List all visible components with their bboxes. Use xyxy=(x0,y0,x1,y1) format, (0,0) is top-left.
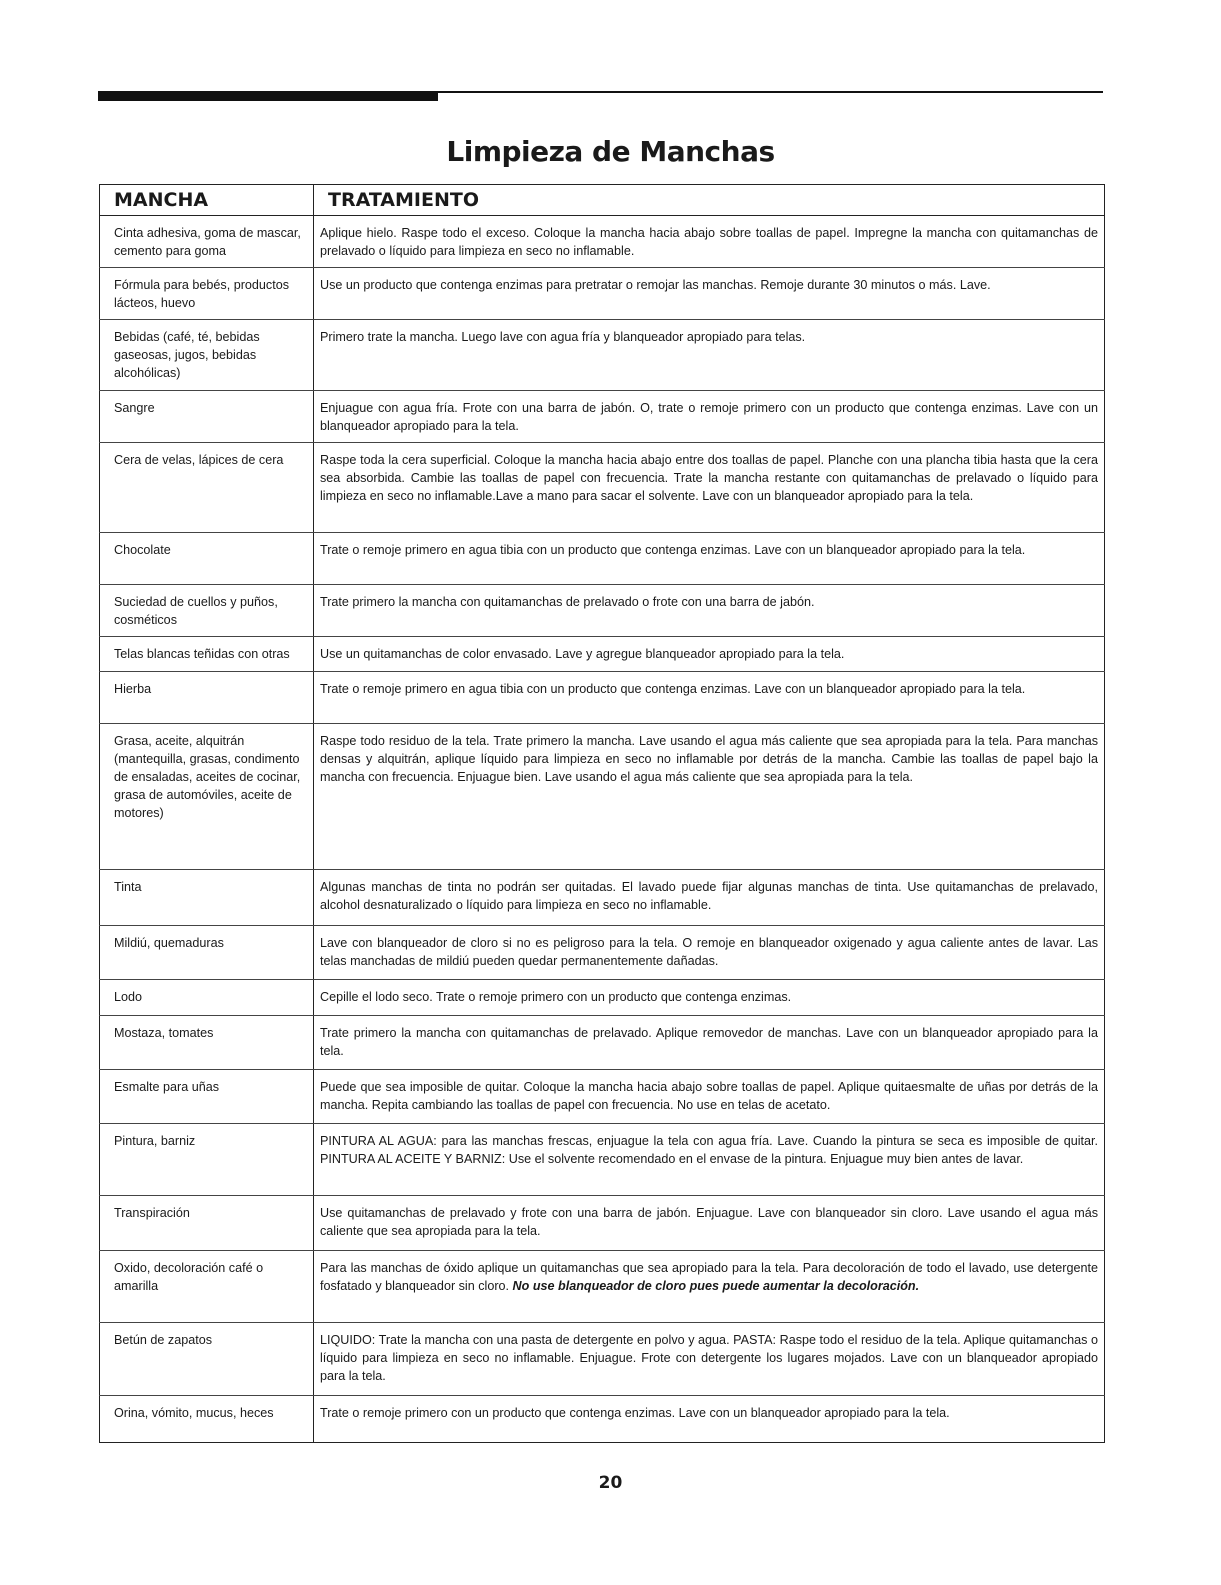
treatment-cell: Trate o remoje primero en agua tibia con un producto que contenga enzimas. Lave con un blanqueador apropiado para la tela. xyxy=(314,533,1105,585)
header-stain: MANCHA xyxy=(100,185,314,216)
stain-cell: Lodo xyxy=(100,980,314,1016)
treatment-cell: PINTURA AL AGUA: para las manchas frescas, enjuague la tela con agua fría. Lave. Cuando la pintura se seca es imposible de quitar. PINTURA AL ACEITE Y BARNIZ: Use el solvente recomendado en el envase de la pintura. Enjuague muy bien antes de lavar. xyxy=(314,1124,1105,1196)
stain-cell: Cinta adhesiva, goma de mascar, cemento para goma xyxy=(100,216,314,268)
table-row xyxy=(100,637,1105,672)
treatment-cell: Lave con blanqueador de cloro si no es peligroso para la tela. O remoje en blanqueador oxigenado y agua caliente antes de lavar. Las telas manchadas de mildiú pueden quedar permanentemente dañadas. xyxy=(314,926,1105,980)
treatment-cell xyxy=(314,1251,1105,1323)
stain-cell: Fórmula para bebés, productos lácteos, huevo xyxy=(100,268,314,320)
stain-cell: Pintura, barniz xyxy=(100,1124,314,1196)
table-row xyxy=(100,980,1105,1016)
treatment-cell: Use un producto que contenga enzimas para pretratar o remojar las manchas. Remoje durante 30 minutos o más. Lave. xyxy=(314,268,1105,320)
table-row xyxy=(100,391,1105,443)
treatment-cell: Raspe todo residuo de la tela. Trate primero la mancha. Lave usando el agua más caliente que sea apropiada para la tela. Para manchas densas y alquitrán, aplique líquido para limpieza en seco no inflamable por detrás de la mancha. Cambie las toallas de papel bajo la mancha con frecuencia. Enjuague bien. Lave usando el agua más caliente que sea apropiada para la tela. xyxy=(314,724,1105,870)
stain-cell: Oxido, decoloración café o amarilla xyxy=(100,1251,314,1323)
treatment-cell: Primero trate la mancha. Luego lave con agua fría y blanqueador apropiado para telas. xyxy=(314,320,1105,391)
stain-cell: Esmalte para uñas xyxy=(100,1070,314,1124)
table-row xyxy=(100,1070,1105,1124)
table-row xyxy=(100,443,1105,533)
table-row xyxy=(100,1251,1105,1323)
page-number: 20 xyxy=(598,1473,623,1493)
stain-cell: Hierba xyxy=(100,672,314,724)
treatment-cell: Trate o remoje primero con un producto que contenga enzimas. Lave con un blanqueador apropiado para la tela. xyxy=(314,1396,1105,1443)
stain-cell: Betún de zapatos xyxy=(100,1323,314,1396)
table-row xyxy=(100,533,1105,585)
treatment-cell: LIQUIDO: Trate la mancha con una pasta de detergente en polvo y agua. PASTA: Raspe todo el residuo de la tela. Aplique quitamanchas o líquido para limpieza en seco no inflamable. Enjuague. Frote con detergente los lugares mojados. Lave con un blanqueador apropiado para la tela. xyxy=(314,1323,1105,1396)
table-row xyxy=(100,320,1105,391)
table-header-row xyxy=(100,185,1105,216)
stain-cell: Telas blancas teñidas con otras xyxy=(100,637,314,672)
stain-cell: Sangre xyxy=(100,391,314,443)
table-row xyxy=(100,724,1105,870)
treatment-cell: Algunas manchas de tinta no podrán ser quitadas. El lavado puede fijar algunas manchas de tinta. Use quitamanchas de prelavado, alcohol desnaturalizado o líquido para limpieza en seco no inflamable. xyxy=(314,870,1105,926)
stain-cell: Suciedad de cuellos y puños, cosméticos xyxy=(100,585,314,637)
treatment-cell: Use quitamanchas de prelavado y frote con una barra de jabón. Enjuague. Lave con blanqueador sin cloro. Lave usando el agua más caliente que sea apropiada para la tela. xyxy=(314,1196,1105,1251)
stain-cell: Mildiú, quemaduras xyxy=(100,926,314,980)
table-row xyxy=(100,585,1105,637)
header-treatment: TRATAMIENTO xyxy=(314,185,1105,216)
treatment-cell: Enjuague con agua fría. Frote con una barra de jabón. O, trate o remoje primero con un producto que contenga enzimas. Lave con un blanqueador apropiado para la tela. xyxy=(314,391,1105,443)
treatment-cell: Puede que sea imposible de quitar. Coloque la mancha hacia abajo sobre toallas de papel. Aplique quitaesmalte de uñas por detrás de la mancha. Repita cambiando las toallas de papel con frecuencia. No use en telas de acetato. xyxy=(314,1070,1105,1124)
top-rule-thick xyxy=(98,91,438,101)
warning-text: No use blanqueador de cloro pues puede aumentar la decoloración. xyxy=(512,1279,920,1293)
treatment-cell: Trate primero la mancha con quitamanchas de prelavado. Aplique removedor de manchas. Lave con un blanqueador apropiado para la tela. xyxy=(314,1016,1105,1070)
table-row xyxy=(100,1396,1105,1443)
treatment-cell: Aplique hielo. Raspe todo el exceso. Coloque la mancha hacia abajo sobre toallas de papel. Impregne la mancha con quitamanchas de prelavado o líquido para limpieza en seco no inflamable. xyxy=(314,216,1105,268)
stain-cell: Transpiración xyxy=(100,1196,314,1251)
table-row xyxy=(100,268,1105,320)
stain-cell: Tinta xyxy=(100,870,314,926)
treatment-cell: Cepille el lodo seco. Trate o remoje primero con un producto que contenga enzimas. xyxy=(314,980,1105,1016)
table-row xyxy=(100,216,1105,268)
treatment-cell: Trate o remoje primero en agua tibia con un producto que contenga enzimas. Lave con un blanqueador apropiado para la tela. xyxy=(314,672,1105,724)
table-row xyxy=(100,1016,1105,1070)
treatment-cell: Trate primero la mancha con quitamanchas de prelavado o frote con una barra de jabón. xyxy=(314,585,1105,637)
table-row xyxy=(100,926,1105,980)
stain-table xyxy=(99,184,1105,1443)
table-row xyxy=(100,1196,1105,1251)
stain-cell: Grasa, aceite, alquitrán (mantequilla, grasas, condimento de ensaladas, aceites de cocinar, grasa de automóviles, aceite de motores) xyxy=(100,724,314,870)
treatment-cell: Raspe toda la cera superficial. Coloque la mancha hacia abajo entre dos toallas de papel. Planche con una plancha tibia hasta que la cera sea absorbida. Cambie las toallas de papel con frecuencia. Trate la mancha restante con quitamanchas de prelavado o líquido para limpieza en seco no inflamable.Lave a mano para sacar el solvente. Lave con un blanqueador apropiado para la tela. xyxy=(314,443,1105,533)
table-row xyxy=(100,672,1105,724)
table-row xyxy=(100,870,1105,926)
treatment-text: Para las manchas de óxido aplique un quitamanchas que sea apropiado para la tela. Para decoloración de todo el lavado, use detergente fosfatado y blanqueador sin cloro. xyxy=(320,1261,1098,1293)
table-row xyxy=(100,1323,1105,1396)
stain-cell: Cera de velas, lápices de cera xyxy=(100,443,314,533)
table-row xyxy=(100,1124,1105,1196)
stain-cell: Chocolate xyxy=(100,533,314,585)
stain-cell: Mostaza, tomates xyxy=(100,1016,314,1070)
stain-cell: Bebidas (café, té, bebidas gaseosas, jugos, bebidas alcohólicas) xyxy=(100,320,314,391)
treatment-cell: Use un quitamanchas de color envasado. Lave y agregue blanqueador apropiado para la tela. xyxy=(314,637,1105,672)
page-title: Limpieza de Manchas xyxy=(446,135,775,168)
stain-cell: Orina, vómito, mucus, heces xyxy=(100,1396,314,1443)
